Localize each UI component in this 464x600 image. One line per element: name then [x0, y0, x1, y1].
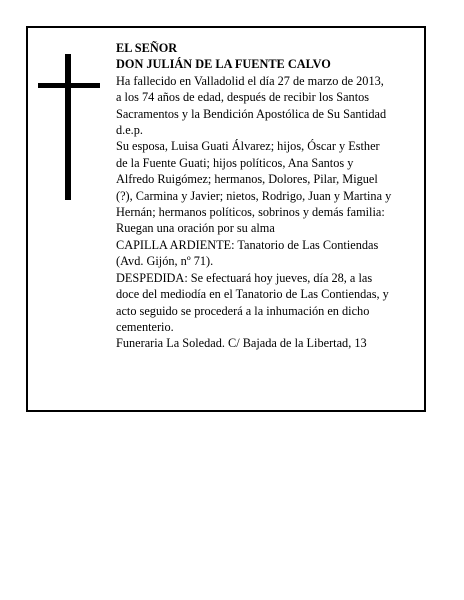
notice-line: Ruegan una oración por su alma: [116, 221, 275, 236]
notice-line: Alfredo Ruigómez; hermanos, Dolores, Pilar, Miguel: [116, 172, 378, 187]
notice-line: Funeraria La Soledad. C/ Bajada de la Libertad, 13: [116, 336, 367, 351]
notice-line: acto seguido se procederá a la inhumación en dicho: [116, 303, 370, 318]
notice-line: de la Fuente Guati; hijos políticos, Ana Santos y: [116, 155, 354, 170]
notice-line: a los 74 años de edad, después de recibir los Santos: [116, 90, 370, 105]
notice-line: (?), Carmina y Javier; nietos, Rodrigo, Juan y Martina y: [116, 188, 392, 203]
notice-line: CAPILLA ARDIENTE: Tanatorio de Las Contiendas: [116, 237, 379, 252]
notice-line: doce del mediodía en el Tanatorio de Las Contiendas, y: [116, 287, 389, 302]
notice-body: [116, 40, 426, 352]
cross-horizontal-bar: [38, 83, 100, 88]
obituary-notice: [26, 26, 426, 412]
notice-line: Hernán; hermanos políticos, sobrinos y demás familia:: [116, 205, 385, 220]
notice-line: d.e.p.: [116, 123, 143, 138]
cross-vertical-bar: [65, 54, 71, 200]
notice-line: cementerio.: [116, 319, 174, 334]
deceased-name: DON JULIÁN DE LA FUENTE CALVO: [116, 57, 331, 72]
cross-icon: [38, 54, 100, 200]
notice-line: Su esposa, Luisa Guati Álvarez; hijos, Óscar y Esther: [116, 139, 380, 154]
notice-line: Ha fallecido en Valladolid el día 27 de marzo de 2013,: [116, 73, 384, 88]
notice-line: (Avd. Gijón, nº 71).: [116, 254, 214, 269]
notice-heading: EL SEÑOR: [116, 41, 178, 55]
notice-line: DESPEDIDA: Se efectuará hoy jueves, día 28, a las: [116, 270, 373, 285]
notice-line: Sacramentos y la Bendición Apostólica de Su Santidad: [116, 106, 387, 121]
